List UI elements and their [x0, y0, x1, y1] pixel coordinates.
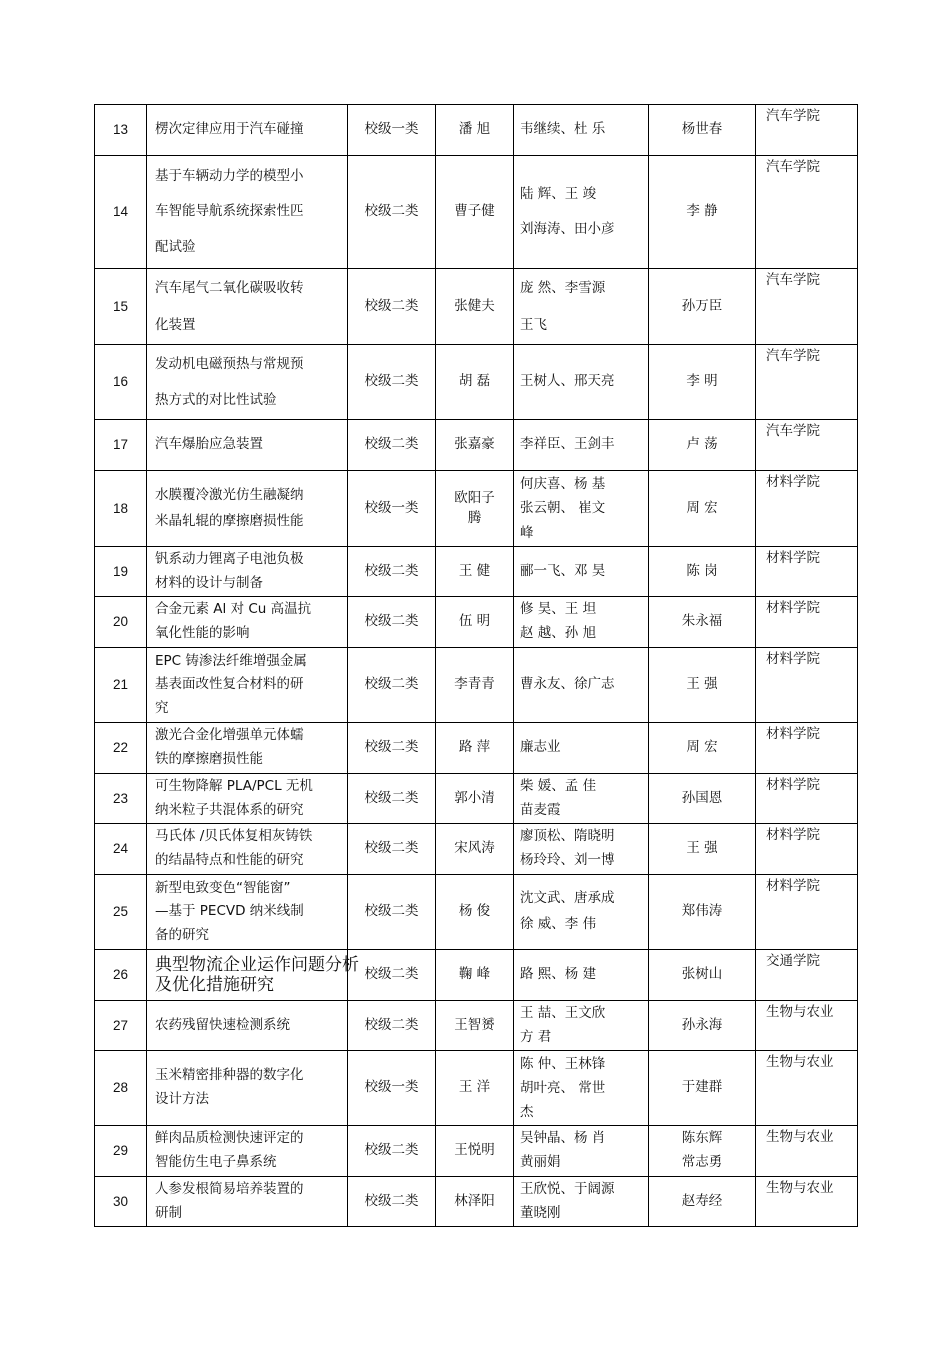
row-number: 20 [95, 597, 147, 648]
team-members: 郦一飞、邓 昊 [514, 547, 649, 597]
team-members: 曹永友、徐广志 [514, 648, 649, 723]
table-row [95, 1126, 858, 1177]
project-category: 校级二类 [348, 420, 436, 471]
college: 汽车学院 [756, 105, 858, 156]
advisor: 卢 荡 [649, 420, 756, 471]
project-leader: 王 洋 [436, 1051, 514, 1126]
row-number: 23 [95, 774, 147, 824]
team-members: 陈 仲、王林锋 胡叶亮、 常世 杰 [514, 1051, 649, 1126]
project-leader: 胡 磊 [436, 345, 514, 420]
row-number: 26 [95, 950, 147, 1001]
advisor: 王 强 [649, 648, 756, 723]
project-title: 可生物降解 PLA/PCL 无机 纳米粒子共混体系的研究 [147, 774, 348, 824]
project-leader: 杨 俊 [436, 875, 514, 950]
project-title: 鲜肉品质检测快速评定的 智能仿生电子鼻系统 [147, 1126, 348, 1177]
project-leader: 王悦明 [436, 1126, 514, 1177]
project-title: 钒系动力锂离子电池负极 材料的设计与制备 [147, 547, 348, 597]
project-title: 汽车尾气二氧化碳吸收转 化装置 [147, 269, 348, 345]
project-leader: 郭小清 [436, 774, 514, 824]
project-leader: 王 健 [436, 547, 514, 597]
row-number: 21 [95, 648, 147, 723]
project-leader: 鞠 峰 [436, 950, 514, 1001]
project-leader: 张嘉豪 [436, 420, 514, 471]
college: 生物与农业 [756, 1051, 858, 1126]
project-title: 楞次定律应用于汽车碰撞 [147, 105, 348, 156]
project-category: 校级二类 [348, 1177, 436, 1227]
project-title: 玉米精密排种器的数字化 设计方法 [147, 1051, 348, 1126]
advisor: 孙国恩 [649, 774, 756, 824]
project-title: 人参发根简易培养装置的 研制 [147, 1177, 348, 1227]
table-row [95, 824, 858, 875]
table-row [95, 269, 858, 345]
college: 材料学院 [756, 547, 858, 597]
project-category: 校级二类 [348, 269, 436, 345]
table-row [95, 723, 858, 774]
table-row [95, 597, 858, 648]
row-number: 18 [95, 471, 147, 547]
project-title: 合金元素 Al 对 Cu 高温抗 氧化性能的影响 [147, 597, 348, 648]
row-number: 22 [95, 723, 147, 774]
project-title: 农药残留快速检测系统 [147, 1001, 348, 1051]
project-category: 校级二类 [348, 1126, 436, 1177]
row-number: 14 [95, 156, 147, 269]
team-members: 何庆喜、杨 基 张云朝、 崔文 峰 [514, 471, 649, 547]
advisor: 赵寿经 [649, 1177, 756, 1227]
advisor: 孙万臣 [649, 269, 756, 345]
advisor: 周 宏 [649, 723, 756, 774]
project-category: 校级一类 [348, 1051, 436, 1126]
team-members: 吴钟晶、杨 肖 黄丽娟 [514, 1126, 649, 1177]
project-leader: 欧阳子腾 [436, 471, 514, 547]
row-number: 24 [95, 824, 147, 875]
college: 材料学院 [756, 648, 858, 723]
table-row [95, 156, 858, 269]
project-title: 基于车辆动力学的模型小 车智能导航系统探索性匹 配试验 [147, 156, 348, 269]
advisor: 王 强 [649, 824, 756, 875]
row-number: 16 [95, 345, 147, 420]
advisor: 陈 岗 [649, 547, 756, 597]
team-members: 王 喆、王文欣 方 君 [514, 1001, 649, 1051]
college: 汽车学院 [756, 420, 858, 471]
project-leader: 路 萍 [436, 723, 514, 774]
project-title: 发动机电磁预热与常规预 热方式的对比性试验 [147, 345, 348, 420]
table-row [95, 648, 858, 723]
row-number: 30 [95, 1177, 147, 1227]
project-category: 校级二类 [348, 648, 436, 723]
project-leader: 伍 明 [436, 597, 514, 648]
table-row [95, 105, 858, 156]
project-category: 校级二类 [348, 597, 436, 648]
project-category: 校级二类 [348, 156, 436, 269]
project-leader: 林泽阳 [436, 1177, 514, 1227]
team-members: 王欣悦、于阔源 董晓刚 [514, 1177, 649, 1227]
college: 生物与农业 [756, 1001, 858, 1051]
project-leader: 张健夫 [436, 269, 514, 345]
advisor: 郑伟涛 [649, 875, 756, 950]
advisor: 杨世春 [649, 105, 756, 156]
team-members: 王树人、邢天亮 [514, 345, 649, 420]
project-category: 校级二类 [348, 875, 436, 950]
project-category: 校级二类 [348, 950, 436, 1001]
row-number: 15 [95, 269, 147, 345]
project-table [94, 104, 858, 1227]
college: 材料学院 [756, 774, 858, 824]
college: 材料学院 [756, 875, 858, 950]
project-leader: 李青青 [436, 648, 514, 723]
advisor: 孙永海 [649, 1001, 756, 1051]
project-category: 校级一类 [348, 105, 436, 156]
college: 材料学院 [756, 824, 858, 875]
project-category: 校级二类 [348, 547, 436, 597]
project-leader: 潘 旭 [436, 105, 514, 156]
table-row [95, 1001, 858, 1051]
team-members: 路 熙、杨 建 [514, 950, 649, 1001]
college: 材料学院 [756, 723, 858, 774]
team-members: 庞 然、李雪源 王飞 [514, 269, 649, 345]
college: 材料学院 [756, 597, 858, 648]
row-number: 19 [95, 547, 147, 597]
college: 生物与农业 [756, 1177, 858, 1227]
team-members: 李祥臣、王剑丰 [514, 420, 649, 471]
row-number: 17 [95, 420, 147, 471]
advisor: 于建群 [649, 1051, 756, 1126]
advisor: 李 静 [649, 156, 756, 269]
project-title: EPC 铸渗法纤维增强金属 基表面改性复合材料的研 究 [147, 648, 348, 723]
table-row [95, 547, 858, 597]
table-row [95, 950, 858, 1001]
team-members: 廉志业 [514, 723, 649, 774]
college: 汽车学院 [756, 156, 858, 269]
project-category: 校级二类 [348, 345, 436, 420]
table-row [95, 875, 858, 950]
row-number: 25 [95, 875, 147, 950]
advisor: 张树山 [649, 950, 756, 1001]
project-category: 校级一类 [348, 471, 436, 547]
project-title: 水膜覆冷激光仿生融凝纳 米晶轧辊的摩擦磨损性能 [147, 471, 348, 547]
college: 汽车学院 [756, 345, 858, 420]
advisor: 陈东辉 常志勇 [649, 1126, 756, 1177]
table-row [95, 1177, 858, 1227]
project-leader: 宋风涛 [436, 824, 514, 875]
advisor: 周 宏 [649, 471, 756, 547]
project-title: 新型电致变色“智能窗” —基于 PECVD 纳米线制 备的研究 [147, 875, 348, 950]
table-row [95, 1051, 858, 1126]
college: 生物与农业 [756, 1126, 858, 1177]
table-row [95, 471, 858, 547]
project-category: 校级二类 [348, 723, 436, 774]
project-title: 典型物流企业运作问题分析 及优化措施研究 [147, 950, 348, 1001]
project-title: 汽车爆胎应急装置 [147, 420, 348, 471]
college: 交通学院 [756, 950, 858, 1001]
row-number: 13 [95, 105, 147, 156]
project-leader: 王智赟 [436, 1001, 514, 1051]
table-row [95, 774, 858, 824]
project-category: 校级二类 [348, 824, 436, 875]
team-members: 韦继续、杜 乐 [514, 105, 649, 156]
project-leader: 曹子健 [436, 156, 514, 269]
advisor: 李 明 [649, 345, 756, 420]
college: 材料学院 [756, 471, 858, 547]
team-members: 柴 媛、孟 佳 苗麦霞 [514, 774, 649, 824]
project-category: 校级二类 [348, 1001, 436, 1051]
team-members: 修 昊、王 坦 赵 越、孙 旭 [514, 597, 649, 648]
project-title: 马氏体 /贝氏体复相灰铸铁 的结晶特点和性能的研究 [147, 824, 348, 875]
row-number: 28 [95, 1051, 147, 1126]
table-row [95, 345, 858, 420]
advisor: 朱永福 [649, 597, 756, 648]
row-number: 29 [95, 1126, 147, 1177]
team-members: 廖顶松、隋晓明 杨玲玲、刘一博 [514, 824, 649, 875]
project-category: 校级二类 [348, 774, 436, 824]
team-members: 陆 辉、王 竣 刘海涛、田小彦 [514, 156, 649, 269]
team-members: 沈文武、唐承成 徐 威、李 伟 [514, 875, 649, 950]
college: 汽车学院 [756, 269, 858, 345]
table-body [95, 105, 858, 1227]
project-title: 激光合金化增强单元体蠕 铁的摩擦磨损性能 [147, 723, 348, 774]
table-row [95, 420, 858, 471]
row-number: 27 [95, 1001, 147, 1051]
